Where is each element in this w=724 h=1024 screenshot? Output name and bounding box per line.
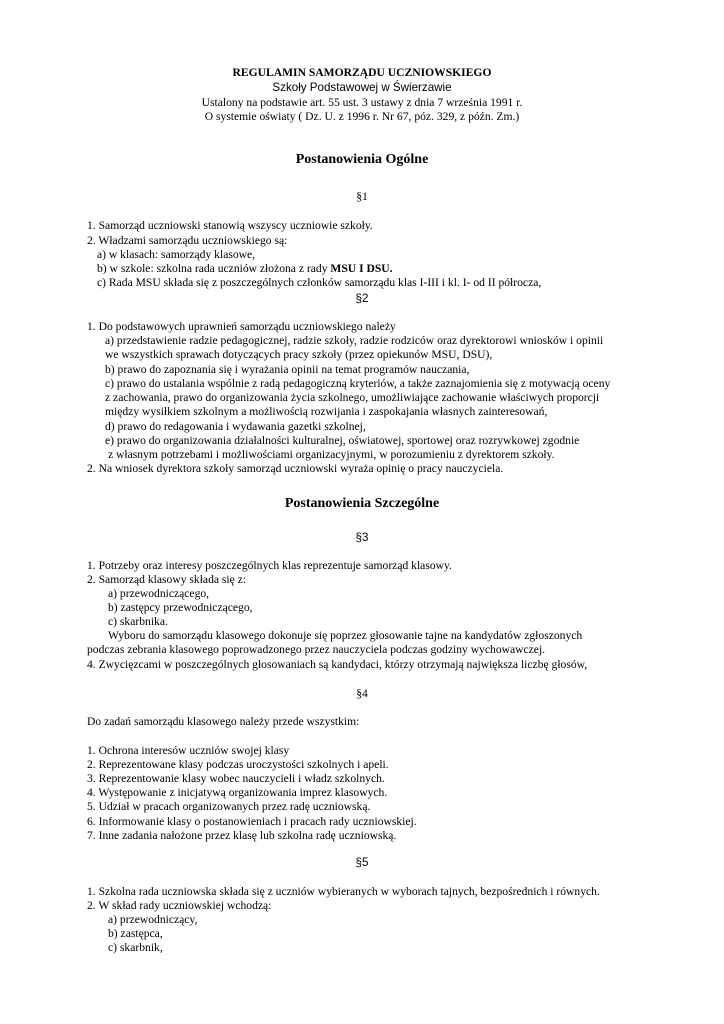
list-item: 2. Reprezentowane klasy podczas uroczystości szkolnych i apeli.	[87, 758, 389, 771]
s1-line-5: c) Rada MSU składa się z poszczególnych członków samorządu klas I-III i kl. I- od II półrocza,	[97, 276, 542, 289]
s2-line-6: z zachowania, prawo do organizowania życia szkolnego, umożliwiające zachowanie właściwych proporcji	[105, 391, 600, 404]
s3-line-8: 4. Zwycięzcami w poszczególnych głosowaniach są kandydaci, którzy otrzymają największa liczbę głosów,	[87, 658, 588, 671]
s2-line-10: z własnym potrzebami i możliwościami organizacyjnymi, w porozumieniu z dyrektorem szkoły.	[108, 448, 555, 461]
s3-line-6: Wyboru do samorządu klasowego dokonuje się poprzez głosowanie tajne na kandydatów zgłoszonych	[108, 629, 583, 642]
list-item: 6. Informowanie klasy o postanowieniach i pracach rady uczniowskiej.	[87, 815, 417, 828]
s5-line-5: c) skarbnik,	[108, 941, 163, 954]
s1-line-4-bold: MSU I DSU.	[330, 262, 393, 275]
s3-line-7: podczas zebrania klasowego poprowadzonego przez nauczyciela podczas godziny wychowawczej.	[87, 643, 546, 656]
section-heading-specific: Postanowienia Szczególne	[284, 496, 440, 511]
paragraph-mark-4: §4	[356, 687, 368, 700]
school-name: Szkoły Podstawowej w Świerzawie	[272, 81, 452, 94]
s4-intro: Do zadań samorządu klasowego należy przede wszystkim:	[87, 715, 360, 728]
paragraph-mark-2: §2	[355, 292, 369, 305]
paragraph-mark-5: §5	[355, 856, 369, 869]
s3-line-3: a) przewodniczącego,	[108, 587, 210, 600]
list-item: 7. Inne zadania nałożone przez klasę lub szkolna radę uczniowską.	[87, 829, 397, 842]
s5-line-3: a) przewodniczący,	[108, 913, 198, 926]
paragraph-mark-3: §3	[355, 531, 369, 544]
s3-line-4: b) zastępcy przewodniczącego,	[108, 601, 253, 614]
paragraph-mark-1: §1	[356, 190, 368, 203]
s1-line-3: a) w klasach: samorządy klasowe,	[97, 248, 256, 261]
s2-line-11: 2. Na wniosek dyrektora szkoły samorząd uczniowski wyraża opinię o pracy nauczyciela.	[87, 462, 504, 475]
s1-line-4	[97, 262, 393, 276]
s5-line-1: 1. Szkolna rada uczniowska składa się z uczniów wybieranych w wyborach tajnych, bezpośrednich i równych.	[87, 885, 600, 898]
s2-line-4: b) prawo do zapoznania się i wyrażania opinii na temat programów nauczania,	[105, 363, 470, 376]
s2-line-8: d) prawo do redagowania i wydawania gazetki szkolnej,	[105, 420, 366, 433]
s2-line-3: we wszystkich sprawach dotyczących pracy szkoły (przez opiekunów MSU, DSU),	[105, 348, 493, 361]
legal-basis-line-1: Ustalony na podstawie art. 55 ust. 3 ustawy z dnia 7 września 1991 r.	[201, 96, 523, 109]
document-title: REGULAMIN SAMORZĄDU UCZNIOWSKIEGO	[232, 66, 492, 79]
legal-basis-line-2: O systemie oświaty ( Dz. U. z 1996 r. Nr 67, póz. 329, z późn. Zm.)	[204, 110, 520, 123]
s3-line-2: 2. Samorząd klasowy składa się z:	[87, 573, 247, 586]
list-item: 4. Występowanie z inicjatywą organizowania imprez klasowych.	[87, 786, 388, 799]
s2-line-7: między wysiłkiem szkolnym a możliwością rozwijania i zaspokajania własnych zainteresowań,	[105, 405, 548, 418]
s5-line-4: b) zastępca,	[108, 927, 163, 940]
s3-line-1: 1. Potrzeby oraz interesy poszczególnych klas reprezentuje samorząd klasowy.	[87, 559, 452, 572]
s1-line-2: 2. Władzami samorządu uczniowskiego są:	[87, 234, 288, 247]
list-item: 3. Reprezentowanie klasy wobec nauczycieli i władz szkolnych.	[87, 772, 385, 785]
s1-line-1: 1. Samorząd uczniowski stanowią wszyscy uczniowie szkoły.	[87, 219, 373, 232]
s1-line-4-text: b) w szkole: szkolna rada uczniów złożona z rady	[97, 262, 331, 275]
s2-line-9: e) prawo do organizowania działalności kulturalnej, oświatowej, sportowej oraz rozrywkowej zgodnie	[105, 434, 580, 447]
s2-line-1: 1. Do podstawowych uprawnień samorządu uczniowskiego należy	[87, 320, 396, 333]
s2-line-5: c) prawo do ustalania wspólnie z radą pedagogiczną kryteriów, a także zaznajomienia się z motywacją oceny	[105, 377, 611, 390]
section-heading-general: Postanowienia Ogólne	[295, 152, 429, 167]
s3-line-5: c) skarbnika.	[108, 615, 168, 628]
list-item: 5. Udział w pracach organizowanych przez radę uczniowską.	[87, 800, 371, 813]
list-item: 1. Ochrona interesów uczniów swojej klasy	[87, 744, 290, 757]
s5-line-2: 2. W skład rady uczniowskiej wchodzą:	[87, 899, 272, 912]
s2-line-2: a) przedstawienie radzie pedagogicznej, radzie szkoły, radzie rodziców oraz dyrektorowi wniosków i opinii	[105, 334, 604, 347]
